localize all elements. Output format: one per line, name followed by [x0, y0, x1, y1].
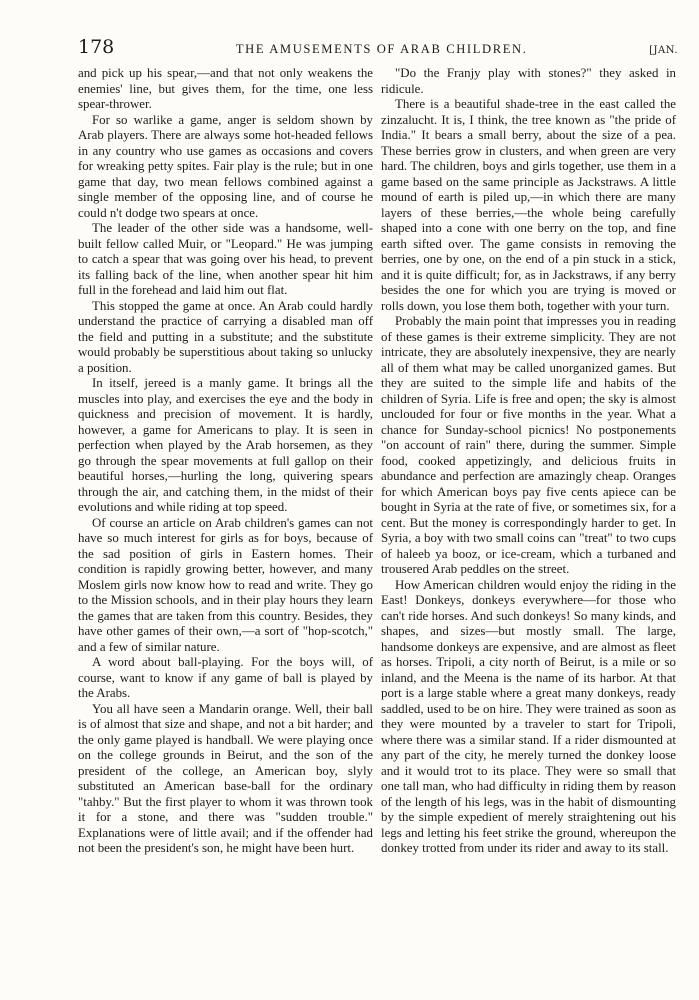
paragraph: How American children would enjoy the riding in the East! Donkeys, donkeys everywhere—for those who can't ride horses. And such donkeys! So many kinds, and shapes, and sizes—but mostly small. The large, handsome donkeys are expensive, and are almost as fleet as horses. Tripoli, a city north of Beirut, is a mile or so inland, and the Meena is the name of its harbor. At that port is a large stable where a great many donkeys, ready saddled, used to be on hire. They were trained as soon as they were mounted by a traveler to start for Tripoli, where there was a similar stand. If a rider dismounted at any part of the city, he merely turned the donkey loose and it would trot to its place. They were so small that one tall man, who had difficulty in riding them by reason of the length of his legs, was in the habit of dismounting by the simple expedient of merely straightening out his legs and letting his feet strike the ground, whereupon the donkey trotted from under its rider and away to its stall. — [381, 577, 676, 855]
paragraph: Of course an article on Arab children's games can not have so much interest for girls as for boys, because of the sad position of girls in Eastern homes. Their condition is rapidly growing better, however, and many Moslem girls now know how to read and write. They go to the Mission schools, and in their play hours they learn the games that are taken from this country. Besides, they have other games of their own,—a sort of "hop-scotch," and a few of similar nature. — [78, 515, 373, 654]
paragraph: You all have seen a Mandarin orange. Well, their ball is of almost that size and shape, and not a bit harder; and the only game played is handball. We were playing once on the college grounds in Beirut, and the son of the president of the college, an American boy, slyly substituted an American base-ball for the ordinary "tahby." But the first player to whom it was thrown took it for a stone, and there was "sudden trouble." Explanations were of little avail; and if the offender had not been the president's son, he might have been hurt. — [78, 701, 373, 855]
paragraph: Probably the main point that impresses you in reading of these games is their extreme simplicity. They are not intricate, they are absolutely inexpensive, they are nearly all of them what may be called unorganized games. But they are suited to the simple life and habits of the children of Syria. Life is free and open; the sky is almost unclouded for four or five months in the year. What a chance for Sunday-school picnics! No postponements "on account of rain" there, during the summer. Simple food, cooked appetizingly, and delicious fruits in abundance and perfection are amazingly cheap. Oranges for which American boys pay five cents apiece can be bought in Syria at the rate of five, or sometimes six, for a cent. But the money is correspondingly harder to get. In Syria, a boy with two small coins can "treat" to two cups of haleeb ya booz, or ice-cream, which a turbaned and trousered Arab peddles on the street. — [381, 314, 676, 576]
paragraph: In itself, jereed is a manly game. It brings all the muscles into play, and exercises the eye and the body in quickness and precision of movement. It is hardly, however, a game for Americans to play. It is seen in perfection when played by the Arab horsemen, as they go through the spear movements at full gallop on their beautiful horses,—hurling the long, quivering spears through the air, and catching them, in the midst of their evolutions and while riding at top speed. — [78, 376, 373, 514]
paragraph: The leader of the other side was a handsome, well-built fellow called Muir, or "Leopard." He was jumping to catch a spear that was going over his head, to prevent its falling back of the line, when another spear hit him full in the forehead and laid him out flat. — [78, 221, 373, 297]
running-title: THE AMUSEMENTS OF ARAB CHILDREN. — [235, 42, 528, 56]
left-column — [78, 66, 373, 857]
paragraph: For so warlike a game, anger is seldom shown by Arab players. There are always some hot-headed fellows in any country who use games as occasions and covers for wreaking petty spites. Fair play is the rule; but in one game that day, two mean fellows combined against a single member of the opposing line, and of course he could n't dodge two spears at once. — [78, 112, 373, 220]
page-header — [78, 36, 678, 58]
paragraph: A word about ball-playing. For the boys will, of course, want to know if any game of ball is played by the Arabs. — [78, 655, 373, 700]
page-number: 178 — [78, 36, 115, 58]
paragraph: and pick up his spear,—and that not only weakens the enemies' line, but gives them, for the time, one less spear-thrower. — [78, 66, 373, 111]
right-column — [381, 66, 676, 857]
paragraph: "Do the Franjy play with stones?" they asked in ridicule. — [381, 66, 676, 96]
paragraph: This stopped the game at once. An Arab could hardly understand the practice of carrying a disabled man off the field and putting in a substitute; and the substitute would probably be superstitious about taking so unlucky a position. — [78, 298, 373, 375]
issue-mark: [JAN. — [649, 45, 678, 56]
paragraph: There is a beautiful shade-tree in the east called the zinzalucht. It is, I think, the tree known as "the pride of India." It bears a small berry, about the size of a pea. These berries grow in clusters, and when green are very hard. The children, boys and girls together, use them in a game based on the same principle as Jackstraws. A little mound of earth is piled up,—in which there are many layers of these berries,—the whole being carefully shaped into a cone with one berry on the top, and fine earth sifted over. The game consists in removing the berries, one by one, on the end of a pin stuck in a stick, and it is quite difficult; for, as in Jackstraws, if any berry besides the one for which you are trying is moved or rolls down, you lose them both, together with your turn. — [381, 97, 676, 313]
